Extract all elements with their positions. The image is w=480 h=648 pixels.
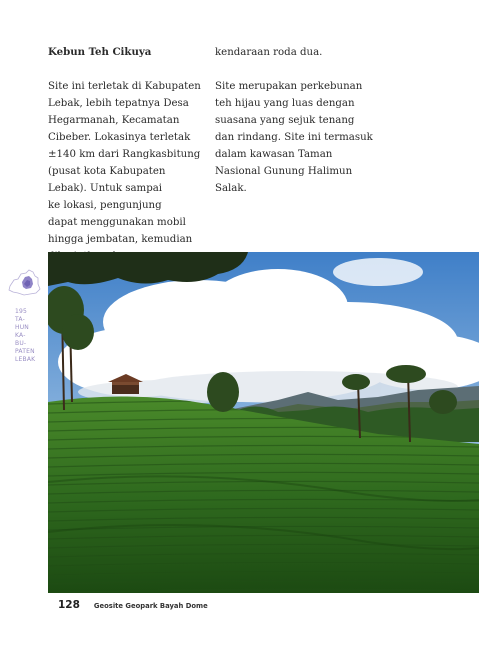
side-label-line: KA-: [15, 332, 26, 339]
description-text-line: teh hijau yang luas dengan: [215, 98, 355, 109]
location-text-line: ±140 km dari Rangkasbitung: [48, 149, 201, 160]
description-text-line: Nasional Gunung Halimun: [215, 166, 353, 177]
text-column-left: [48, 44, 204, 265]
location-text-line: Site ini terletak di Kabupaten: [48, 81, 201, 92]
location-text-line: dapat menggunakan mobil: [48, 217, 186, 228]
article-heading: Kebun Teh Cikuya: [48, 46, 152, 58]
page-footer: [58, 599, 208, 613]
location-text-line: (pusat kota Kabupaten: [48, 166, 166, 177]
side-label-line: TA-: [15, 316, 25, 323]
description-text-line: Salak.: [215, 183, 247, 194]
side-region-marker: [4, 262, 44, 372]
paragraph-continuation: [215, 44, 385, 61]
location-text-line: Lebak, lebih tepatnya Desa: [48, 98, 189, 109]
book-title: Geosite Geopark Bayah Dome: [93, 602, 208, 610]
description-text-line: dan rindang. Site ini termasuk: [215, 132, 373, 143]
location-text-line: ke lokasi, pengunjung: [48, 200, 162, 211]
side-label-line: 195: [15, 308, 28, 315]
description-text-line: suasana yang sejuk tenang: [215, 115, 355, 126]
location-text-line: Cibeber. Lokasinya terletak: [48, 132, 191, 143]
side-label: [15, 308, 35, 364]
location-text-line: hingga jembatan, kemudian: [48, 234, 193, 245]
side-label-line: LEBAK: [15, 356, 36, 363]
description-text-line: dalam kawasan Taman: [215, 149, 333, 160]
location-text-line: Lebak). Untuk sampai: [48, 183, 163, 194]
page-number: 128: [58, 599, 80, 611]
side-label-line: BU-: [15, 340, 27, 347]
tea-plantation-photo: [48, 252, 479, 593]
continuation-text-line: kendaraan roda dua.: [215, 47, 323, 58]
location-text-line: Hegarmanah, Kecamatan: [48, 115, 180, 126]
side-label-line: PATEN: [15, 348, 35, 355]
description-text-line: Site merupakan perkebunan: [215, 81, 363, 92]
text-column-right: [215, 44, 385, 197]
paragraph-description: [215, 78, 385, 197]
paragraph-location: [48, 78, 204, 265]
region-map-icon: [4, 262, 44, 302]
side-label-line: HUN: [15, 324, 29, 331]
